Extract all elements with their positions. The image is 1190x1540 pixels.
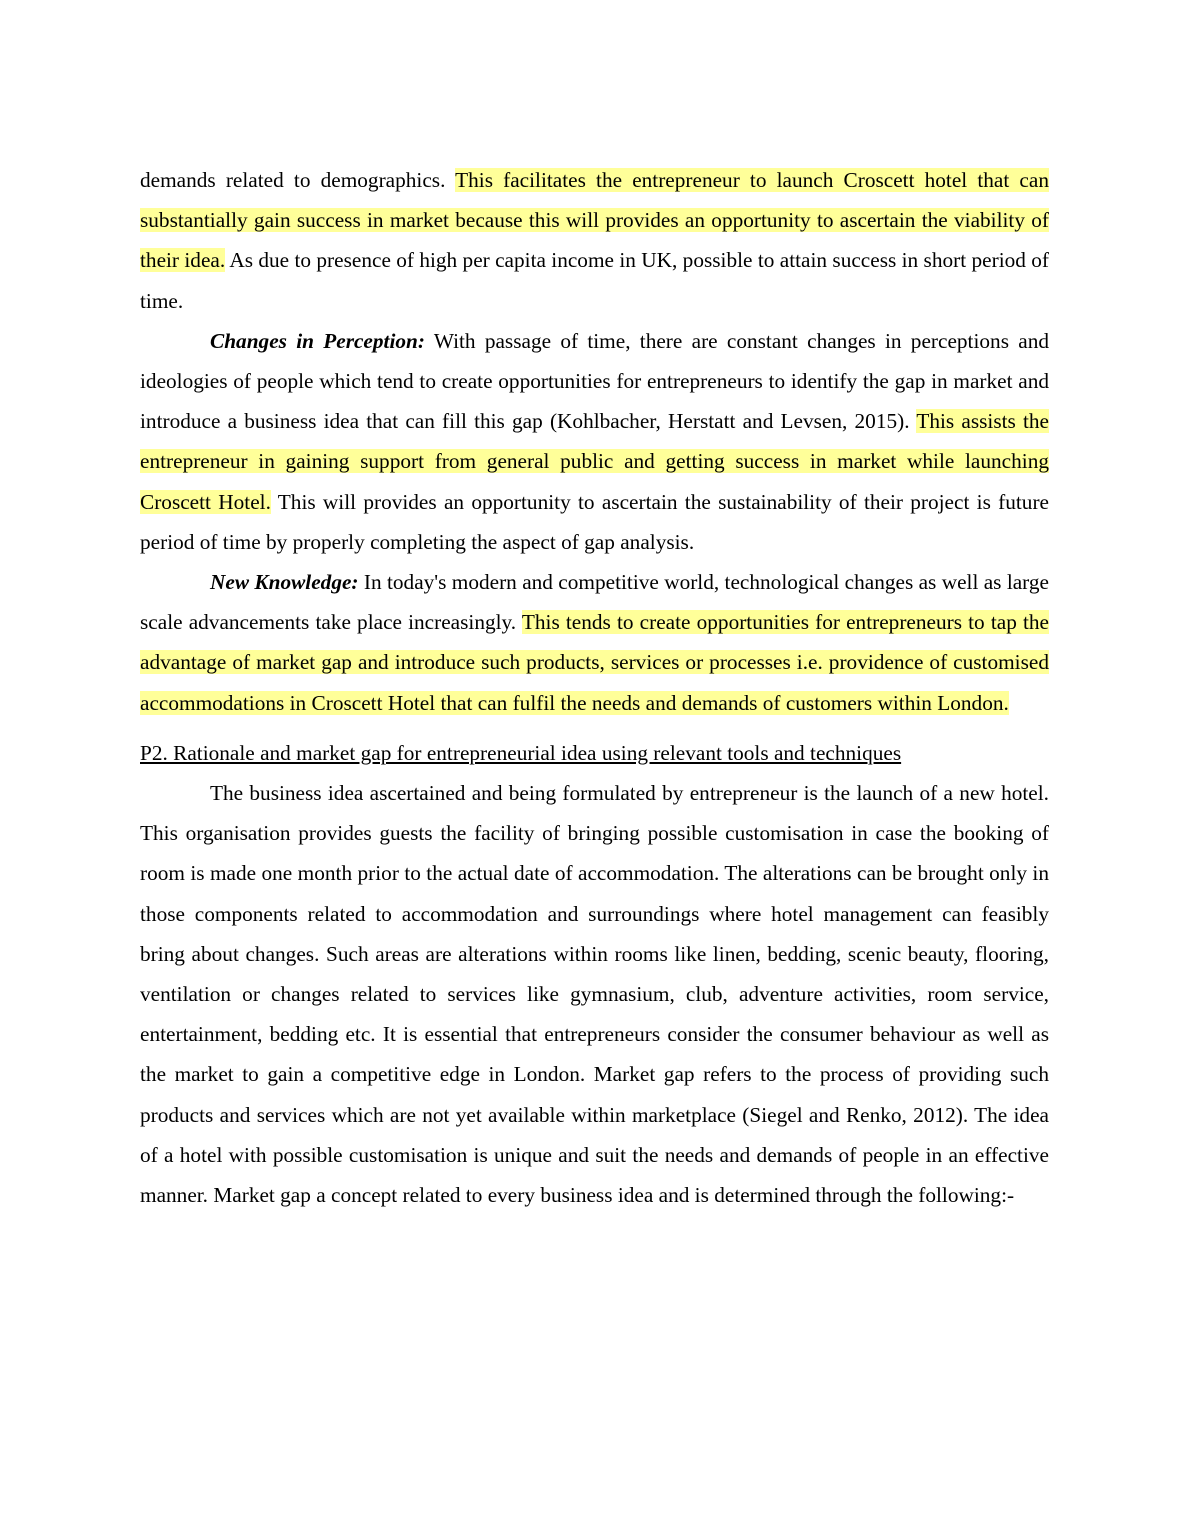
- highlighted-text: This tends to create opportunities for entrepreneurs to tap the advantage of market gap and introduce such products, services or processes i.e. providence of customised accommodations in Croscett Hotel that can fulfil the needs and demands of customers within London.: [140, 610, 1049, 715]
- section-heading: P2. Rationale and market gap for entrepreneurial idea using relevant tools and techniques: [140, 740, 902, 765]
- paragraph-demographics: [140, 160, 1049, 321]
- paragraph-text: In today's modern and competitive world, technological changes as well as large scale advancements take place increasingly.: [140, 570, 1049, 635]
- highlighted-text: This facilitates the entrepreneur to launch Croscett hotel that can substantially gain success in market because this will provides an opportunity to ascertain the viability of their idea.: [140, 168, 1049, 273]
- highlighted-text: This assists the entrepreneur in gaining support from general public and getting success in market while launching Croscett Hotel.: [140, 409, 1050, 514]
- paragraph-new-knowledge: [140, 562, 1049, 723]
- paragraph-text: demands related to demographics.: [140, 168, 456, 192]
- paragraph-lead: New Knowledge:: [210, 570, 359, 595]
- paragraph-business-idea: The business idea ascertained and being formulated by entrepreneur is the launch of a new hotel. This organisation provides guests the facility of bringing possible customisation in case the booking of room is made one month prior to the actual date of accommodation. The alterations can be brought only in those components related to accommodation and surroundings where hotel management can feasibly bring about changes. Such areas are alterations within rooms like linen, bedding, scenic beauty, flooring, ventilation or changes related to services like gymnasium, club, adventure activities, room service, entertainment, bedding etc. It is essential that entrepreneurs consider the consumer behaviour as well as the market to gain a competitive edge in London. Market gap refers to the process of providing such products and services which are not yet available within marketplace (Siegel and Renko, 2012). The idea of a hotel with possible customisation is unique and suit the needs and demands of people in an effective manner. Market gap a concept related to every business idea and is determined through the following:-: [140, 781, 1049, 1208]
- paragraph-lead: Changes in Perception:: [210, 328, 425, 353]
- paragraph-text: This will provides an opportunity to ascertain the sustainability of their project is future period of time by properly completing the aspect of gap analysis.: [140, 489, 1049, 554]
- document-page: [140, 160, 1049, 1215]
- paragraph-text: As due to presence of high per capita income in UK, possible to attain success in short period of time.: [140, 248, 1050, 313]
- paragraph-changes-in-perception: [140, 321, 1049, 562]
- paragraph-text: With passage of time, there are constant changes in perceptions and ideologies of people which tend to create opportunities for entrepreneurs to identify the gap in market and introduce a business idea that can fill this gap (Kohlbacher, Herstatt and Levsen, 2015).: [140, 328, 1049, 434]
